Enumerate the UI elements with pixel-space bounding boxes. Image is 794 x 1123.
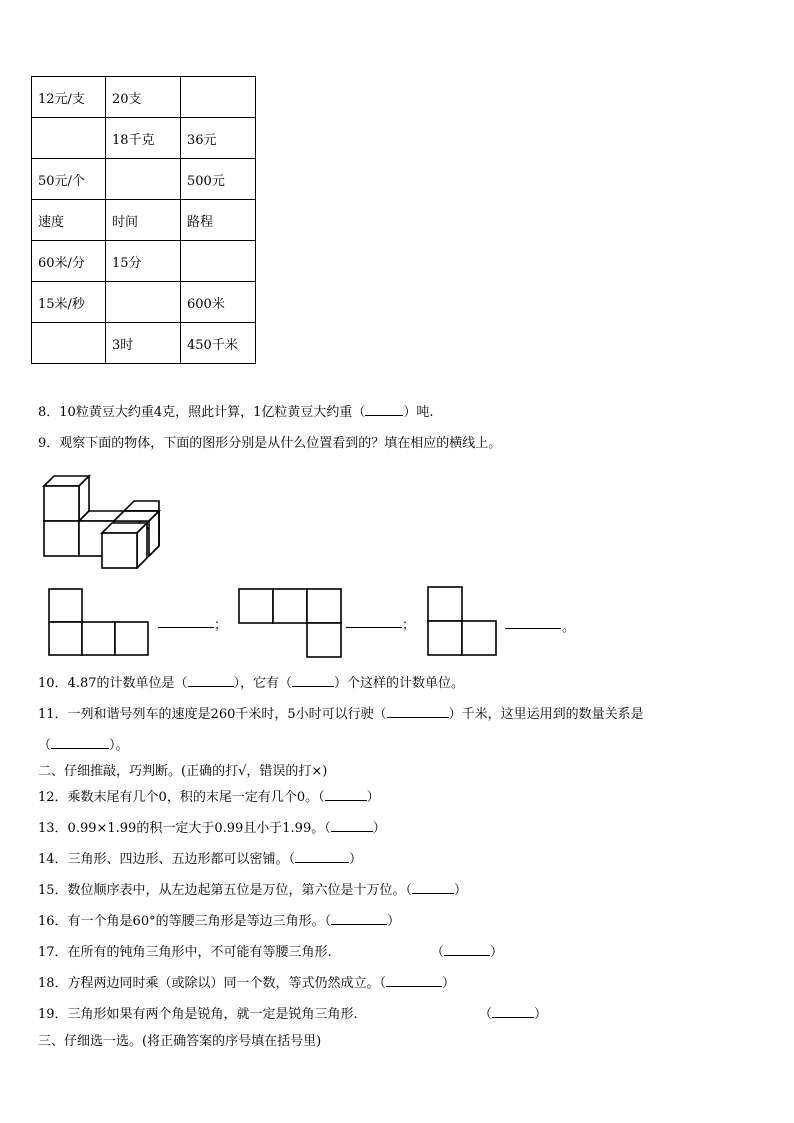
table-cell: 15米/秒 <box>32 282 106 323</box>
question-8: 8．10粒黄豆大约重4克，照此计算，1亿粒黄豆大约重（ ）吨. <box>38 405 434 420</box>
answer-blank[interactable] <box>188 686 234 687</box>
table-cell <box>181 77 256 118</box>
table-cell: 500元 <box>181 159 256 200</box>
table-row <box>32 241 256 282</box>
answer-blank[interactable] <box>325 800 367 801</box>
table-row <box>32 159 256 200</box>
question-19: 19．三角形如果有两个角是锐角，就一定是锐角三角形. <box>38 1007 358 1022</box>
view-answer-line-1[interactable] <box>158 627 214 628</box>
section-3-heading: 三、仔细选一选。(将正确答案的序号填在括号里) <box>38 1034 322 1049</box>
table-row <box>32 282 256 323</box>
view-figure-3 <box>427 586 499 658</box>
table-row <box>32 118 256 159</box>
table-cell: 15分 <box>106 241 181 282</box>
question-17: 17．在所有的钝角三角形中，不可能有等腰三角形. <box>38 945 332 960</box>
table-cell: 3时 <box>106 323 181 364</box>
question-10: 10．4.87的计数单位是（ ），它有（ ）个这样的计数单位。 <box>38 676 465 691</box>
table-cell: 18千克 <box>106 118 181 159</box>
table-cell: 速度 <box>32 200 106 241</box>
table-cell: 450千米 <box>181 323 256 364</box>
question-18: 18．方程两边同时乘（或除以）同一个数，等式仍然成立。（ ） <box>38 976 456 991</box>
table-cell <box>181 241 256 282</box>
question-17-answer: （ ） <box>431 945 504 960</box>
table-row <box>32 200 256 241</box>
question-11-line-2: （ ）。 <box>38 738 129 753</box>
table-cell: 时间 <box>106 200 181 241</box>
table-cell: 600米 <box>181 282 256 323</box>
table-cell: 50元/个 <box>32 159 106 200</box>
answer-blank[interactable] <box>295 862 349 863</box>
answer-blank[interactable] <box>51 748 109 749</box>
cube-solid-figure <box>40 474 165 569</box>
view-answer-line-2[interactable] <box>346 627 402 628</box>
answer-blank[interactable] <box>387 717 449 718</box>
section-2-heading: 二、仔细推敲，巧判断。(正确的打√，错误的打×) <box>38 764 328 779</box>
table-row <box>32 77 256 118</box>
table-cell: 20支 <box>106 77 181 118</box>
table-cell <box>32 118 106 159</box>
table-cell: 60米/分 <box>32 241 106 282</box>
rate-time-table <box>31 76 256 364</box>
answer-blank[interactable] <box>331 831 373 832</box>
answer-blank[interactable] <box>412 893 454 894</box>
view-answer-line-3[interactable] <box>505 628 561 629</box>
answer-blank[interactable] <box>492 1017 534 1018</box>
answer-blank[interactable] <box>365 415 403 416</box>
table-cell: 12元/支 <box>32 77 106 118</box>
question-19-answer: （ ） <box>479 1007 548 1022</box>
view-figure-1 <box>48 588 152 658</box>
view-figure-2 <box>238 588 344 660</box>
question-13: 13．0.99×1.99的积一定大于0.99且小于1.99。（ ） <box>38 821 386 836</box>
question-14: 14．三角形、四边形、五边形都可以密铺。（ ） <box>38 852 363 867</box>
answer-blank[interactable] <box>444 955 490 956</box>
question-15: 15．数位顺序表中，从左边起第五位是万位，第六位是十万位。（ ） <box>38 883 468 898</box>
question-9: 9．观察下面的物体，下面的图形分别是从什么位置看到的？填在相应的横线上。 <box>38 436 502 451</box>
question-12: 12．乘数末尾有几个0，积的末尾一定有几个0。（ ） <box>38 790 380 805</box>
table-cell <box>106 282 181 323</box>
answer-blank[interactable] <box>386 986 442 987</box>
table-cell <box>106 159 181 200</box>
answer-blank[interactable] <box>292 686 334 687</box>
question-11: 11．一列和谐号列车的速度是260千米时，5小时可以行驶（ ）千米，这里运用到的数量关系是 <box>38 707 644 722</box>
question-16: 16．有一个角是60°的等腰三角形是等边三角形。（ ） <box>38 914 401 929</box>
table-cell <box>32 323 106 364</box>
table-cell: 36元 <box>181 118 256 159</box>
table-cell: 路程 <box>181 200 256 241</box>
answer-blank[interactable] <box>331 924 387 925</box>
table-row <box>32 323 256 364</box>
